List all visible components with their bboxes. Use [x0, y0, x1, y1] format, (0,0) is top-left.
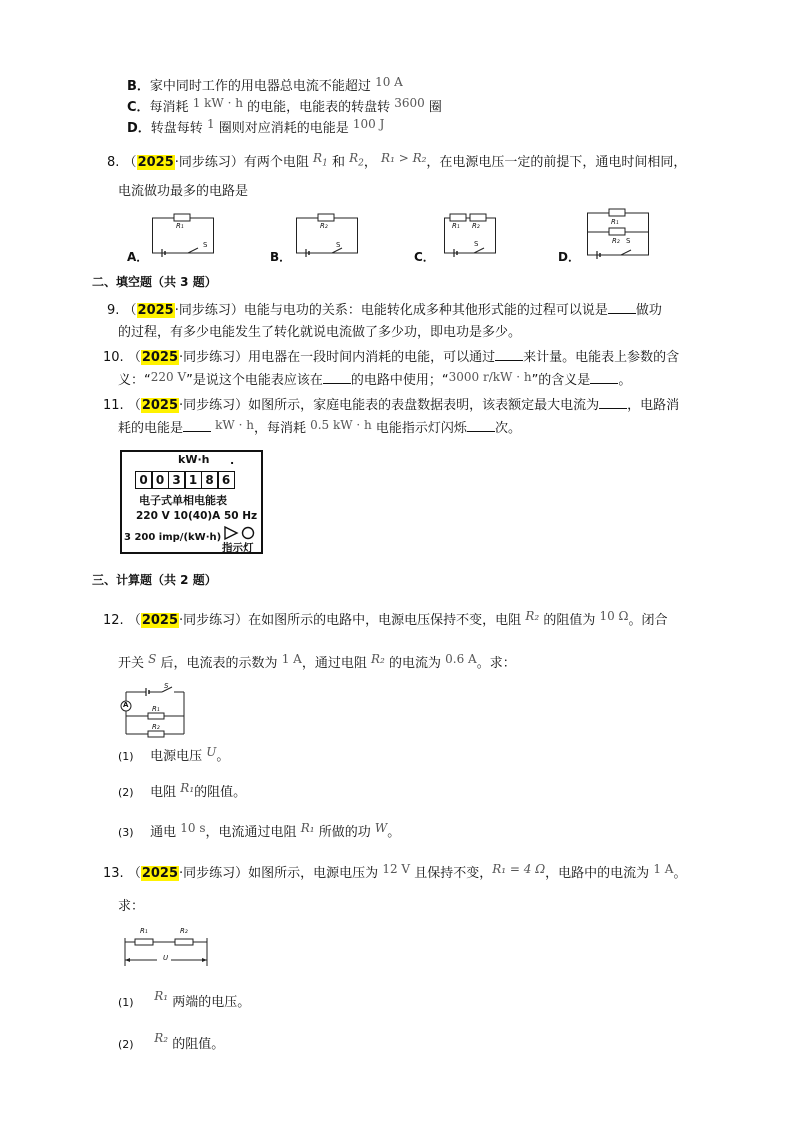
- energy-meter-figure: [120, 450, 263, 554]
- q9-line2: 的过程，有多少电能发生了转化就说电流做了多少功，即电功是多少。: [118, 325, 522, 340]
- q11-blank-2[interactable]: [183, 418, 211, 432]
- q11-line2: 耗的电能是 kW · h，每消耗 0.5 kW · h 电能指示灯闪烁 次。: [118, 418, 521, 436]
- q12-switch-label: S: [164, 682, 169, 690]
- meter-digit: 6: [217, 471, 235, 489]
- q13-sub2: (2) R₂ 的阻值。: [118, 1031, 225, 1052]
- q12-ammeter-label: A: [123, 701, 129, 709]
- q8-line1: 8. （2025·同步练习）有两个电阻 $R_1$ 和 $R_2$， R₁ > R₂，在电源电压一定的前提下，通电时间相同，: [107, 151, 687, 170]
- q11-blank-3[interactable]: [467, 418, 495, 432]
- q8-option-a[interactable]: A．: [127, 250, 149, 264]
- q8-a-r1-label: R₁: [176, 222, 184, 230]
- meter-lamp-label: 指示灯: [222, 542, 254, 554]
- meter-digit: 8: [201, 471, 219, 489]
- meter-spec: 220 V 10(40)A 50 Hz: [136, 510, 258, 522]
- section-2-title: 二、填空题（共 3 题）: [92, 275, 217, 289]
- q13-sub1: (1) R₁ 两端的电压。: [118, 989, 251, 1010]
- q13-r2-label: R₂: [180, 927, 188, 935]
- q8-c-s-label: S: [474, 240, 479, 248]
- q7-option-b: B．家中同时工作的用电器总电流不能超过 10 A: [127, 75, 403, 94]
- meter-unit: kW·h: [178, 453, 210, 466]
- q8-b-s-label: S: [336, 241, 341, 249]
- q8-d-s-label: S: [626, 237, 631, 245]
- q12-line1: 12. （2025·同步练习）在如图所示的电路中，电源电压保持不变，电阻 R₂ 的阻值为 10 Ω。闭合: [103, 609, 668, 628]
- meter-imp: 3 200 imp/(kW·h): [124, 532, 222, 543]
- q8-circuit-b: [296, 210, 358, 254]
- q8-option-d[interactable]: D．: [558, 250, 580, 264]
- q12-r2-label: R₂: [152, 723, 160, 731]
- q10-blank-3[interactable]: [590, 370, 618, 384]
- q11-blank-1[interactable]: [599, 395, 627, 409]
- q13-r1-label: R₁: [140, 927, 148, 935]
- q12-sub1: (1) 电源电压 U。: [118, 745, 230, 764]
- q8-circuit-d: [587, 208, 649, 256]
- meter-digit: 3: [168, 471, 186, 489]
- q8-option-c[interactable]: C．: [414, 250, 435, 264]
- q7-option-d: D．转盘每转 1 圈则对应消耗的电能是 100 J: [127, 117, 385, 136]
- q7-option-c: C．每消耗 1 kW · h 的电能，电能表的转盘转 3600 圈: [127, 96, 442, 115]
- q10-line2: 义：“220 V”是说这个电能表应该在 的电路中使用；“3000 r/kW · h”的含义是 。: [118, 370, 632, 388]
- q8-d-r2-label: R₂: [612, 237, 620, 245]
- q10-blank-1[interactable]: [495, 347, 523, 361]
- meter-name: 电子式单相电能表: [139, 494, 227, 507]
- q11-line1: 11. （2025·同步练习）如图所示，家庭电能表的表盘数据表明，该表额定最大电流为 ，电路消: [103, 395, 679, 416]
- meter-digit: 1: [184, 471, 202, 489]
- meter-digits: [136, 471, 235, 489]
- q12-sub2: (2) 电阻 R₁的阻值。: [118, 781, 247, 800]
- q13-u-label: U: [163, 954, 169, 962]
- q8-line2: 电流做功最多的电路是: [118, 184, 249, 199]
- q8-c-r2-label: R₂: [472, 222, 480, 230]
- q9-line1: 9. （2025·同步练习）电能与电功的关系：电能转化成多种其他形式能的过程可以说是 做功: [107, 300, 662, 321]
- q13-line1: 13. （2025·同步练习）如图所示，电源电压为 12 V 且保持不变，R₁ = 4 Ω，电路中的电流为 1 A。: [103, 862, 687, 881]
- meter-digit: 0: [135, 471, 153, 489]
- meter-digit: 0: [151, 471, 169, 489]
- meter-lamp-icon: [224, 526, 258, 540]
- q8-option-b[interactable]: B．: [270, 250, 292, 264]
- q13-line2: 求：: [118, 899, 145, 914]
- q8-b-r2-label: R₂: [320, 222, 328, 230]
- q8-a-s-label: S: [203, 241, 208, 249]
- q9-blank-1[interactable]: [608, 300, 636, 314]
- q12-sub3: (3) 通电 10 s，电流通过电阻 R₁ 所做的功 W。: [118, 821, 401, 840]
- q12-r1-label: R₁: [152, 705, 160, 713]
- q12-line2: 开关 S 后，电流表的示数为 1 A，通过电阻 R₂ 的电流为 0.6 A。求：: [118, 652, 516, 671]
- q10-blank-2[interactable]: [323, 370, 351, 384]
- q10-line1: 10. （2025·同步练习）用电器在一段时间内消耗的电能，可以通过 来计量。电能表上参数的含: [103, 347, 679, 368]
- meter-dot: .: [230, 454, 235, 467]
- q8-d-r1-label: R₁: [611, 218, 619, 226]
- q8-c-r1-label: R₁: [452, 222, 460, 230]
- section-3-title: 三、计算题（共 2 题）: [92, 573, 217, 587]
- q8-circuit-c: [444, 210, 496, 254]
